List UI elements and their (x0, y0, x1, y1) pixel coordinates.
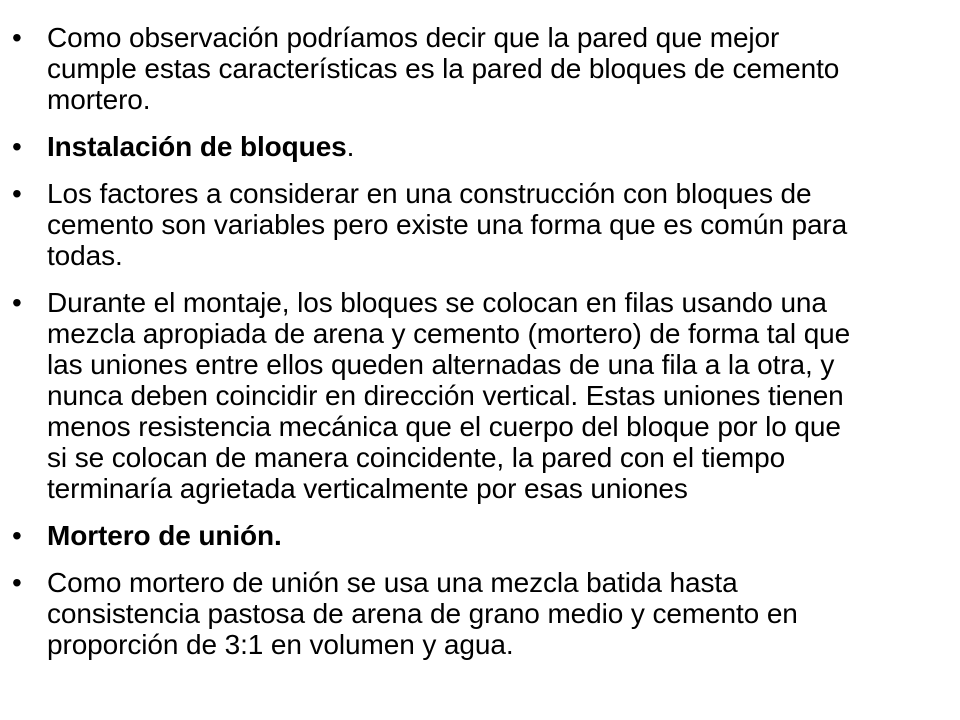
bullet-mortero-mezcla (12, 567, 862, 660)
bullet-text: Durante el montaje, los bloques se colocan en filas usando una mezcla apropiada de arena y cemento (mortero) de forma tal que las uniones entre ellos queden alternadas de una fila a la otra, y nunca deben coincidir en dirección vertical. Estas uniones tienen menos resistencia mecánica que el cuerpo del bloque por lo que si se colocan de manera coincidente, la pared con el tiempo terminaría agrietada verticalmente por esas uniones (47, 287, 851, 504)
bullet-text: Como observación podríamos decir que la pared que mejor cumple estas características es la pared de bloques de cemento mortero. (47, 22, 840, 115)
bullet-dot-icon: • (12, 520, 22, 551)
bullet-factores (12, 178, 862, 271)
heading-period: . (346, 131, 355, 162)
heading-text: Mortero de unión. (47, 520, 282, 551)
bullet-dot-icon: • (12, 178, 22, 209)
bullet-dot-icon: • (12, 287, 22, 318)
bullet-text: Como mortero de unión se usa una mezcla batida hasta consistencia pastosa de arena de grano medio y cemento en proporción de 3:1 en volumen y agua. (47, 567, 798, 660)
bullet-list (12, 22, 862, 676)
bullet-dot-icon: • (12, 131, 22, 162)
bullet-text: Los factores a considerar en una construcción con bloques de cemento son variables pero existe una forma que es común para todas. (47, 178, 848, 271)
heading-mortero-de-union (12, 520, 862, 551)
bullet-observacion (12, 22, 862, 115)
bullet-dot-icon: • (12, 22, 22, 53)
heading-text: Instalación de bloques (47, 131, 347, 162)
bullet-dot-icon: • (12, 567, 22, 598)
bullet-montaje (12, 287, 862, 504)
heading-instalacion-de-bloques (12, 131, 862, 162)
